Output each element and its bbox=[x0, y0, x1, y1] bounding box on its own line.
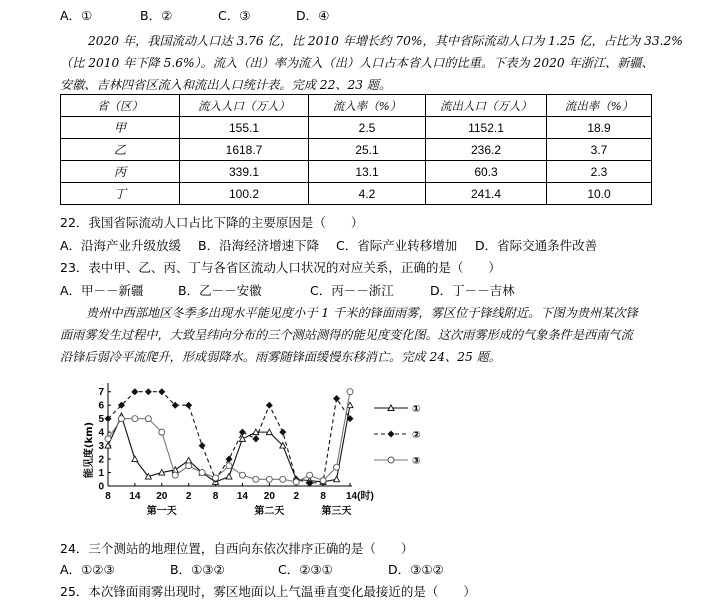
series-line-2 bbox=[108, 392, 350, 484]
series-1-point bbox=[334, 476, 340, 482]
intro-line-2: （比 2010 年下降 5.6%）。流入（出）率为流入（出）人口占本省人口的比重。下表为 2020 年浙江、新疆、 bbox=[60, 56, 654, 70]
series-1-point bbox=[132, 456, 138, 462]
table-header: 流入人口（万人） bbox=[180, 95, 309, 117]
series-1-point bbox=[186, 457, 192, 463]
table-cell: 1152.1 bbox=[426, 117, 547, 139]
series-3-point bbox=[293, 479, 299, 485]
q23-option-a[interactable]: A．甲－－新疆 bbox=[60, 283, 144, 298]
series-3-point bbox=[266, 476, 272, 482]
y-tick-label: 2 bbox=[98, 454, 104, 466]
series-3-point bbox=[226, 463, 232, 469]
table-row bbox=[61, 117, 652, 139]
legend-label-2: ② bbox=[412, 430, 421, 441]
table-cell: 241.4 bbox=[426, 183, 547, 205]
passage-line-3: 沿锋后弱冷平流爬升，形成弱降水。雨雾随锋面缓慢东移消亡。完成 24、25 题。 bbox=[60, 350, 501, 364]
q23-stem: 23．表中甲、乙、丙、丁与各省区流动人口状况的对应关系，正确的是（ ） bbox=[60, 260, 501, 275]
series-2-point bbox=[131, 388, 138, 395]
table-row bbox=[61, 161, 652, 183]
table-row bbox=[61, 183, 652, 205]
table-cell: 13.1 bbox=[309, 161, 426, 183]
day-label: 第三天 bbox=[321, 506, 352, 517]
intro-line-3: 安徽、吉林四省区流入和流出人口统计表。完成 22、23 题。 bbox=[60, 78, 392, 92]
series-3-point bbox=[118, 416, 124, 422]
table-row bbox=[61, 139, 652, 161]
day-label: 第一天 bbox=[146, 506, 177, 517]
series-1-point bbox=[226, 474, 232, 480]
q22-option-a[interactable]: A．沿海产业升级放缓 bbox=[60, 238, 182, 253]
table-cell: 4.2 bbox=[309, 183, 426, 205]
q21-option-a[interactable]: A．① bbox=[60, 8, 93, 23]
q21-option-d[interactable]: D．④ bbox=[296, 8, 330, 23]
series-2-point bbox=[199, 442, 206, 449]
table-header: 流出率（%） bbox=[547, 95, 652, 117]
table-cell: 155.1 bbox=[180, 117, 309, 139]
series-3-point bbox=[320, 478, 326, 484]
y-tick-label: 7 bbox=[98, 387, 104, 399]
legend-label-1: ① bbox=[412, 404, 421, 415]
x-tick-label: 14(时) bbox=[346, 491, 374, 502]
q23-option-c[interactable]: C．丙－－浙江 bbox=[310, 283, 394, 298]
series-3-point bbox=[213, 475, 219, 481]
series-3-point bbox=[334, 464, 340, 470]
series-3-point bbox=[307, 472, 313, 478]
intro-line-1: 2020 年，我国流动人口达 3.76 亿，比 2010 年增长约 70%，其中省际流动人口为 1.25 亿，占比为 33.2% bbox=[88, 34, 683, 48]
table-cell: 甲 bbox=[61, 117, 180, 139]
q24-option-d[interactable]: D．③①② bbox=[388, 562, 444, 577]
series-2-point bbox=[279, 429, 286, 436]
y-axis-label: 能见度(km) bbox=[84, 421, 95, 479]
population-table bbox=[60, 94, 652, 205]
series-3-point bbox=[186, 463, 192, 469]
table-header: 省（区） bbox=[61, 95, 180, 117]
table-cell: 18.9 bbox=[547, 117, 652, 139]
series-3-point bbox=[159, 429, 165, 435]
y-tick-label: 6 bbox=[98, 400, 104, 412]
series-line-1 bbox=[108, 405, 350, 482]
x-tick-label: 2 bbox=[293, 491, 300, 502]
q21-options bbox=[60, 6, 329, 24]
q23-option-d[interactable]: D．丁－－吉林 bbox=[430, 283, 515, 298]
series-2-point bbox=[266, 402, 273, 409]
series-3-point bbox=[347, 389, 353, 395]
series-3-point bbox=[145, 416, 151, 422]
table-cell: 60.3 bbox=[426, 161, 547, 183]
table-cell: 236.2 bbox=[426, 139, 547, 161]
x-tick-label: 8 bbox=[212, 491, 219, 502]
x-tick-label: 14 bbox=[129, 491, 141, 502]
series-3-point bbox=[253, 476, 259, 482]
table-cell: 10.0 bbox=[547, 183, 652, 205]
series-3-point bbox=[105, 436, 111, 442]
series-2-point bbox=[226, 456, 233, 463]
series-3-point bbox=[239, 472, 245, 478]
table-cell: 1618.7 bbox=[180, 139, 309, 161]
table-cell: 3.7 bbox=[547, 139, 652, 161]
table-cell: 乙 bbox=[61, 139, 180, 161]
table-cell: 丁 bbox=[61, 183, 180, 205]
q22-option-b[interactable]: B．沿海经济增速下降 bbox=[198, 238, 320, 253]
q24-options bbox=[60, 560, 444, 578]
table-header: 流入率（%） bbox=[309, 95, 426, 117]
passage-line-1: 贵州中西部地区冬季多出现水平能见度小于 1 千米的锋面雨雾，雾区位于锋线附近。下图为贵州某次锋 bbox=[86, 306, 638, 320]
y-tick-label: 3 bbox=[98, 441, 104, 453]
x-tick-label: 8 bbox=[105, 491, 111, 502]
day-label: 第二天 bbox=[254, 506, 285, 517]
q22-option-c[interactable]: C．省际产业转移增加 bbox=[336, 238, 458, 253]
q24-option-a[interactable]: A．①②③ bbox=[60, 562, 115, 577]
series-2-point bbox=[185, 402, 192, 409]
q23-options bbox=[60, 281, 515, 299]
q23-option-b[interactable]: B．乙－－安徽 bbox=[178, 283, 262, 298]
table-cell: 2.5 bbox=[309, 117, 426, 139]
table-header: 流出人口（万人） bbox=[426, 95, 547, 117]
q22-options bbox=[60, 236, 597, 254]
legend-marker-3 bbox=[388, 457, 394, 463]
legend-label-3: ③ bbox=[412, 456, 421, 467]
y-tick-label: 1 bbox=[98, 468, 104, 480]
series-2-point bbox=[333, 395, 340, 402]
x-tick-label: 2 bbox=[185, 491, 192, 502]
q22-option-d[interactable]: D．省际交通条件改善 bbox=[475, 238, 598, 253]
q24-option-c[interactable]: C．②③① bbox=[278, 562, 333, 577]
table-cell: 100.2 bbox=[180, 183, 309, 205]
visibility-chart bbox=[60, 378, 460, 524]
series-2-point bbox=[252, 435, 259, 442]
q24-stem: 24．三个测站的地理位置，自西向东依次排序正确的是（ ） bbox=[60, 541, 414, 556]
x-tick-label: 14 bbox=[236, 491, 249, 502]
q21-option-b[interactable]: B．② bbox=[140, 8, 173, 23]
series-2-point bbox=[145, 388, 152, 395]
legend-marker-2 bbox=[388, 431, 395, 438]
series-3-point bbox=[199, 470, 205, 476]
passage-line-2: 面雨雾发生过程中，大致呈纬向分布的三个测站测得的能见度变化图。这次雨雾形成的气象条件是西南气流 bbox=[60, 328, 633, 342]
table-header-row bbox=[61, 95, 652, 117]
series-2-point bbox=[158, 388, 165, 395]
x-tick-label: 20 bbox=[156, 491, 168, 502]
q24-option-b[interactable]: B．①③② bbox=[170, 562, 225, 577]
table-cell: 25.1 bbox=[309, 139, 426, 161]
series-3-point bbox=[280, 476, 286, 482]
q25-stem: 25．本次锋面雨雾出现时，雾区地面以上气温垂直变化最接近的是（ ） bbox=[60, 584, 476, 599]
table-cell: 339.1 bbox=[180, 161, 309, 183]
q21-option-c[interactable]: C．③ bbox=[218, 8, 251, 23]
series-3-point bbox=[172, 472, 178, 478]
series-2-point bbox=[239, 429, 246, 436]
y-tick-label: 5 bbox=[98, 414, 104, 426]
series-3-point bbox=[132, 416, 138, 422]
table-cell: 丙 bbox=[61, 161, 180, 183]
y-tick-label: 4 bbox=[98, 427, 104, 439]
y-tick-label: 0 bbox=[98, 481, 104, 493]
x-tick-label: 8 bbox=[320, 491, 326, 502]
x-tick-label: 20 bbox=[263, 491, 275, 502]
table-cell: 2.3 bbox=[547, 161, 652, 183]
q22-stem: 22．我国省际流动人口占比下降的主要原因是（ ） bbox=[60, 215, 364, 230]
